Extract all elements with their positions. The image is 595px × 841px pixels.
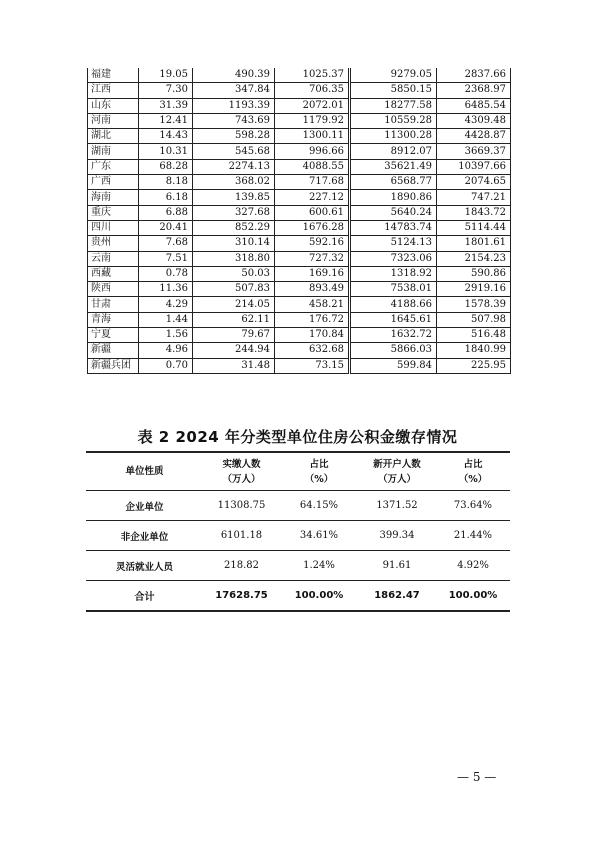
table-cell: 214.05 (193, 297, 275, 312)
province-cell: 贵州 (88, 236, 139, 251)
province-cell: 广东 (88, 159, 139, 174)
table-cell: 1.44 (139, 312, 193, 327)
table-cell: 19.05 (139, 68, 193, 83)
table-row (88, 83, 511, 98)
table-cell: 244.94 (193, 343, 275, 358)
header-new-accounts: 新开户人数 （万人） (358, 452, 436, 491)
table-cell: 4.29 (139, 297, 193, 312)
province-cell: 四川 (88, 220, 139, 235)
header-paid-count: 实缴人数 （万人） (203, 452, 280, 491)
province-cell: 福建 (88, 68, 139, 83)
table-cell: 18277.58 (350, 98, 437, 113)
table-row (88, 358, 511, 373)
table-cell: 34.61% (280, 521, 358, 551)
table-cell: 35621.49 (350, 159, 437, 174)
table-cell: 327.68 (193, 205, 275, 220)
table-cell: 91.61 (358, 551, 436, 581)
table-cell: 9279.05 (350, 68, 437, 83)
table-cell: 170.84 (275, 328, 350, 343)
province-cell: 陕西 (88, 282, 139, 297)
table-cell: 7323.06 (350, 251, 437, 266)
table-cell: 7538.01 (350, 282, 437, 297)
table-row (88, 144, 511, 159)
table-cell: 73.15 (275, 358, 350, 373)
province-cell: 新疆 (88, 343, 139, 358)
table-cell: 717.68 (275, 175, 350, 190)
table-row (88, 236, 511, 251)
table-cell: 2072.01 (275, 98, 350, 113)
province-cell: 重庆 (88, 205, 139, 220)
province-cell: 湖北 (88, 129, 139, 144)
table-cell: 1578.39 (437, 297, 511, 312)
table-cell: 1890.86 (350, 190, 437, 205)
table-cell: 227.12 (275, 190, 350, 205)
unit-type-cell: 非企业单位 (86, 521, 203, 551)
table-cell: 893.49 (275, 282, 350, 297)
province-cell: 云南 (88, 251, 139, 266)
table-cell: 4188.66 (350, 297, 437, 312)
table-cell: 100.00% (280, 581, 358, 612)
table-cell: 4.96 (139, 343, 193, 358)
table-row (86, 551, 510, 581)
table-row (88, 98, 511, 113)
table-cell: 706.35 (275, 83, 350, 98)
table-row (86, 491, 510, 521)
table-cell: 50.03 (193, 266, 275, 281)
province-deposit-table (87, 68, 511, 374)
table-cell: 1840.99 (437, 343, 511, 358)
table-cell: 5114.44 (437, 220, 511, 235)
table-cell: 4.92% (436, 551, 510, 581)
table-cell: 1843.72 (437, 205, 511, 220)
province-cell: 江西 (88, 83, 139, 98)
table-cell: 747.21 (437, 190, 511, 205)
table-cell: 1862.47 (358, 581, 436, 612)
table-cell: 176.72 (275, 312, 350, 327)
table-cell: 1193.39 (193, 98, 275, 113)
table-cell: 1318.92 (350, 266, 437, 281)
table-cell: 2368.97 (437, 83, 511, 98)
table-cell: 8912.07 (350, 144, 437, 159)
table-cell: 399.34 (358, 521, 436, 551)
table-cell: 590.86 (437, 266, 511, 281)
table-row (88, 297, 511, 312)
table-cell: 31.48 (193, 358, 275, 373)
total-label: 合计 (86, 581, 203, 612)
table-row (88, 312, 511, 327)
table-total-row (86, 581, 510, 612)
table-cell: 632.68 (275, 343, 350, 358)
table-row (88, 205, 511, 220)
table-cell: 5640.24 (350, 205, 437, 220)
table-cell: 727.32 (275, 251, 350, 266)
table-cell: 6101.18 (203, 521, 280, 551)
table-cell: 20.41 (139, 220, 193, 235)
table-row (88, 175, 511, 190)
table-cell: 139.85 (193, 190, 275, 205)
table-row (88, 159, 511, 174)
table-cell: 1179.92 (275, 113, 350, 128)
table-cell: 598.28 (193, 129, 275, 144)
province-cell: 宁夏 (88, 328, 139, 343)
table-cell: 5850.15 (350, 83, 437, 98)
table-cell: 11300.28 (350, 129, 437, 144)
header-paid-share: 占比 （%） (280, 452, 358, 491)
table-cell: 545.68 (193, 144, 275, 159)
table-cell: 1632.72 (350, 328, 437, 343)
table-cell: 12.41 (139, 113, 193, 128)
header-new-share: 占比 （%） (436, 452, 510, 491)
table-cell: 68.28 (139, 159, 193, 174)
table-cell: 7.68 (139, 236, 193, 251)
table-cell: 14.43 (139, 129, 193, 144)
table-cell: 599.84 (350, 358, 437, 373)
table-cell: 852.29 (193, 220, 275, 235)
table-cell: 6.18 (139, 190, 193, 205)
table-cell: 8.18 (139, 175, 193, 190)
table-cell: 310.14 (193, 236, 275, 251)
header-unit-type: 单位性质 (86, 452, 203, 491)
table-cell: 996.66 (275, 144, 350, 159)
table-cell: 62.11 (193, 312, 275, 327)
table-cell: 1801.61 (437, 236, 511, 251)
table-cell: 218.82 (203, 551, 280, 581)
table-cell: 1300.11 (275, 129, 350, 144)
table-row (88, 343, 511, 358)
table-cell: 11308.75 (203, 491, 280, 521)
table-cell: 7.30 (139, 83, 193, 98)
table-cell: 1.24% (280, 551, 358, 581)
table-cell: 169.16 (275, 266, 350, 281)
table-cell: 318.80 (193, 251, 275, 266)
table-cell: 4428.87 (437, 129, 511, 144)
table-cell: 10559.28 (350, 113, 437, 128)
table-cell: 21.44% (436, 521, 510, 551)
table-cell: 73.64% (436, 491, 510, 521)
table-cell: 4309.48 (437, 113, 511, 128)
table-cell: 14783.74 (350, 220, 437, 235)
table-cell: 368.02 (193, 175, 275, 190)
table2-header-row (86, 452, 510, 491)
table-row (86, 521, 510, 551)
table-cell: 7.51 (139, 251, 193, 266)
table-row (88, 129, 511, 144)
table-row (88, 282, 511, 297)
table-cell: 1371.52 (358, 491, 436, 521)
province-cell: 山东 (88, 98, 139, 113)
table-cell: 10397.66 (437, 159, 511, 174)
table-cell: 2074.65 (437, 175, 511, 190)
unit-type-cell: 灵活就业人员 (86, 551, 203, 581)
table-row (88, 251, 511, 266)
table-row (88, 220, 511, 235)
table-cell: 1.56 (139, 328, 193, 343)
table-cell: 0.70 (139, 358, 193, 373)
table-cell: 1645.61 (350, 312, 437, 327)
table-cell: 507.98 (437, 312, 511, 327)
table-cell: 0.78 (139, 266, 193, 281)
table-row (88, 190, 511, 205)
table-cell: 600.61 (275, 205, 350, 220)
table-cell: 507.83 (193, 282, 275, 297)
table-cell: 79.67 (193, 328, 275, 343)
province-cell: 甘肃 (88, 297, 139, 312)
unit-type-deposit-table (86, 451, 510, 612)
province-cell: 青海 (88, 312, 139, 327)
table-cell: 6485.54 (437, 98, 511, 113)
table-cell: 6568.77 (350, 175, 437, 190)
table-cell: 6.88 (139, 205, 193, 220)
table-row (88, 113, 511, 128)
province-cell: 河南 (88, 113, 139, 128)
table2-title: 表 2 2024 年分类型单位住房公积金缴存情况 (137, 428, 458, 446)
table-cell: 225.95 (437, 358, 511, 373)
table-cell: 5124.13 (350, 236, 437, 251)
page-number: — 5 — (457, 770, 497, 784)
table-cell: 17628.75 (203, 581, 280, 612)
province-cell: 西藏 (88, 266, 139, 281)
table-cell: 1676.28 (275, 220, 350, 235)
table-cell: 4088.55 (275, 159, 350, 174)
table-row (88, 328, 511, 343)
province-cell: 新疆兵团 (88, 358, 139, 373)
table-cell: 516.48 (437, 328, 511, 343)
province-cell: 广西 (88, 175, 139, 190)
table-cell: 2274.13 (193, 159, 275, 174)
table-row (88, 68, 511, 83)
table-cell: 490.39 (193, 68, 275, 83)
table-cell: 64.15% (280, 491, 358, 521)
table-cell: 592.16 (275, 236, 350, 251)
table-cell: 5866.03 (350, 343, 437, 358)
table-cell: 458.21 (275, 297, 350, 312)
table-cell: 3669.37 (437, 144, 511, 159)
province-cell: 湖南 (88, 144, 139, 159)
table-cell: 2154.23 (437, 251, 511, 266)
table-cell: 2919.16 (437, 282, 511, 297)
table-cell: 1025.37 (275, 68, 350, 83)
table-cell: 10.31 (139, 144, 193, 159)
table-cell: 100.00% (436, 581, 510, 612)
province-cell: 海南 (88, 190, 139, 205)
unit-type-cell: 企业单位 (86, 491, 203, 521)
table-row (88, 266, 511, 281)
table-cell: 743.69 (193, 113, 275, 128)
table-cell: 2837.66 (437, 68, 511, 83)
table-cell: 347.84 (193, 83, 275, 98)
table-cell: 11.36 (139, 282, 193, 297)
table-cell: 31.39 (139, 98, 193, 113)
